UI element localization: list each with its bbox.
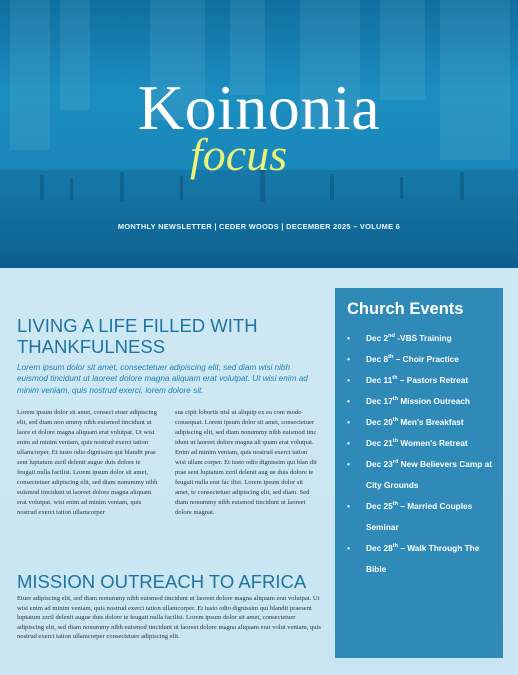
event-day-suffix: th (392, 543, 399, 550)
bullet-icon: • (347, 501, 350, 511)
event-item (345, 412, 497, 433)
event-day-suffix: th (392, 375, 398, 382)
event-day: Dec 17 (366, 396, 393, 406)
bullet-icon: • (347, 375, 350, 385)
masthead (0, 0, 518, 268)
event-day-suffix: th (392, 417, 399, 424)
event-item (345, 496, 497, 538)
event-item (345, 391, 497, 412)
event-day: Dec 11 (366, 375, 393, 385)
event-day: Dec 25 (366, 501, 393, 511)
events-sidebar (335, 288, 503, 658)
event-title: – Married Couples Seminar (366, 501, 473, 532)
bullet-icon: • (347, 459, 350, 469)
bullet-icon: • (347, 417, 350, 427)
bullet-icon: • (347, 438, 350, 448)
event-item (345, 433, 497, 454)
article-lead: Lorem ipsum dolor sit amet, consectetuer adipiscing elit, sed diam wisi nibh euismod tincidunt ut laoreet dolore magna aliquam erat volutpat. Ut wisi enim ad minim veniam, quis nostrud exerci, lorem dolore sit. (17, 363, 308, 395)
event-title: New Believers Camp at City Grounds (366, 459, 492, 490)
bullet-icon: • (347, 354, 350, 364)
event-title: – Walk Through The Bible (366, 543, 480, 574)
event-title: -VBS Training (394, 333, 452, 343)
event-day: Dec 2 (366, 333, 389, 343)
event-item (345, 538, 497, 580)
event-day: Dec 8 (366, 354, 389, 364)
event-day-suffix: rd (392, 459, 399, 466)
article-headline (17, 315, 317, 357)
event-item (345, 328, 497, 349)
article2-body: Etuer adipiscing elit, sed diam nonummy nibh euismod tincidunt ut laoreet dolore magna aliquam erat volutpat. Ut wisi enim ad minim veniam, quis nostrud exerci tation ullamcorper. Et iusto odio dignissim qui blandit praesent luptatum zzril delenit augue duis dolore te feugait nulla facilisi. Lorem ipsum dolor sit amet, consectetuer adipiscing elit, sed diam nonummy nibh euismod tincidunt ut laoreet dolore magna aliquam erat volut veniam, quis nostrud exerci tation ullamcorper consectetuer adipiscing elit. (17, 595, 321, 641)
bullet-icon: • (347, 543, 350, 553)
event-day-suffix: nd (388, 333, 395, 340)
article-column-2: sus cipit lobortis nisl ut aliquip ex ea com modo consequat. Lorem ipsum dolor sit amet, consectetuer adipiscing elit, sed diam nonummy nibh euismod tinc idunt ut laoreet dolore magna ali quam erat volutpat. Enim ad minim veniam, quis nostrud exerci tation wisi ullam corper. Et iusto odio dignissim qui blan dit prae sent luptatum zzril delenit aug ue duis dolore te feugait nulla erat fac ilisi. Lorem ipsum dolor sit amet, te consectetuer adipiscing elit, sed diam. Sed diam nonummy nibh euismod tincidunt ut laoreet dolore magnat. (175, 409, 317, 517)
event-day: Dec 28 (366, 543, 393, 553)
event-title: Women's Retreat (398, 438, 468, 448)
bullet-icon: • (347, 333, 350, 343)
newsletter-subtitle: focus (190, 129, 288, 180)
event-day-suffix: th (392, 438, 399, 445)
event-day-suffix: th (388, 354, 394, 361)
issue-line: MONTHLY NEWSLETTER | CEDER WOODS | DECEMBER 2025 – VOLUME 6 (117, 222, 401, 231)
newsletter-title: Koinonia (137, 72, 381, 143)
event-day: Dec 21 (366, 438, 393, 448)
event-day: Dec 23 (366, 459, 393, 469)
events-list (345, 328, 497, 580)
event-day-suffix: th (392, 396, 399, 403)
event-title: – Choir Practice (393, 354, 459, 364)
event-item (345, 454, 497, 496)
event-title: Men's Breakfast (398, 417, 464, 427)
headline-line-1: LIVING A LIFE FILLED WITH (17, 315, 258, 336)
article2-headline: MISSION OUTREACH TO AFRICA (17, 571, 307, 592)
event-day: Dec 20 (366, 417, 393, 427)
headline-line-2: THANKFULNESS (17, 336, 166, 357)
event-item (345, 370, 497, 391)
event-title: – Pastors Retreat (397, 375, 469, 385)
event-title: Mission Outreach (398, 396, 470, 406)
bullet-icon: • (347, 396, 350, 406)
event-item (345, 349, 497, 370)
sidebar-title: Church Events (347, 300, 464, 318)
brand (0, 72, 518, 180)
article-column-1: Lorem ipsum dolor sit amet, consect etuer adipiscing elit, sed diam non ummy nibh euismod tincidunt ut laore et dolore magna aliquam erat volutpat. Ut wisi enim ad minim veniam, quis nostrud exerci tation ullamcorper. Et iusto odio dignissim qui blandit prae sent luptatum zzril delenit augue duis dolore te feugait nulla facilisi. Lorem ipsum dolor sit amet, consectetuer adipiscing elit, sed diam nonummy nibh euismod tincidunt ut laoreet dolore magna aliquam erat volutpat. wisi enim ad minim veniam, quis nostrud exerci tation ullamcorper (17, 409, 158, 517)
event-day-suffix: th (392, 501, 399, 508)
